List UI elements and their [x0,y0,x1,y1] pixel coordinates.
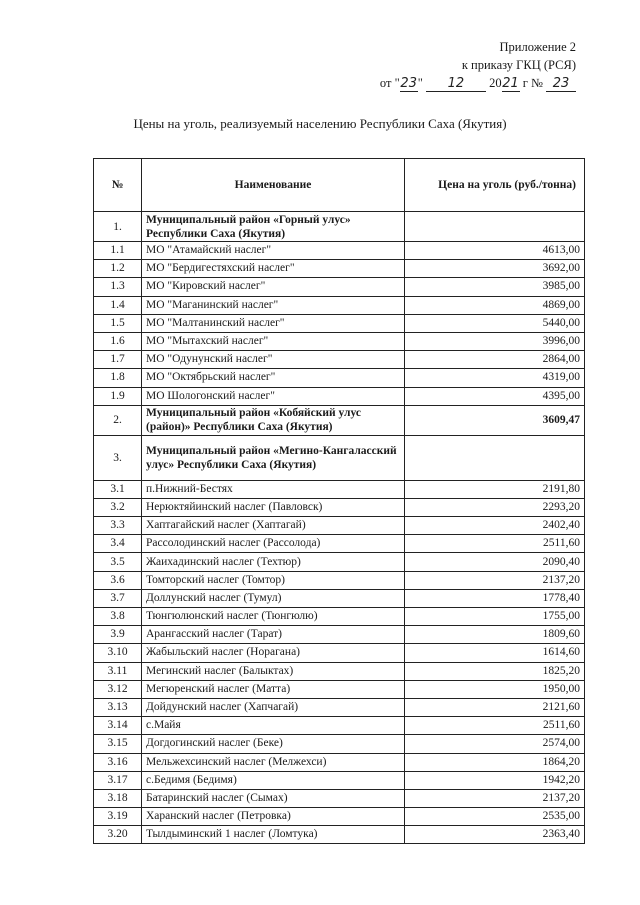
table-row [94,771,585,789]
row-number: 3.3 [94,517,142,535]
order-number: 23 [546,77,576,92]
row-price: 2363,40 [405,826,585,844]
row-price [405,212,585,242]
region-row [94,405,585,435]
table-row [94,278,585,296]
row-price: 2137,20 [405,789,585,807]
row-price: 1809,60 [405,626,585,644]
table-row [94,296,585,314]
row-number: 3.15 [94,735,142,753]
row-number: 3.6 [94,571,142,589]
table-row [94,535,585,553]
row-name: МО Шологонский наслег" [142,387,405,405]
row-price: 2864,00 [405,351,585,369]
table-row [94,369,585,387]
row-name: Тылдыминский 1 наслег (Ломтука) [142,826,405,844]
row-price: 2535,00 [405,808,585,826]
table-row [94,351,585,369]
table-row [94,332,585,350]
table-row [94,789,585,807]
row-price: 2402,40 [405,517,585,535]
table-row [94,589,585,607]
row-price: 1778,40 [405,589,585,607]
table-row [94,608,585,626]
row-name: Хаптагайский наслег (Хаптагай) [142,517,405,535]
coal-price-table [93,158,585,844]
table-row [94,571,585,589]
table-row [94,517,585,535]
row-number: 1.4 [94,296,142,314]
row-number: 3.17 [94,771,142,789]
document-title: Цены на уголь, реализуемый населению Республики Саха (Якутия) [133,116,507,131]
table-row [94,717,585,735]
table-row [94,260,585,278]
table-row [94,662,585,680]
row-price: 2293,20 [405,498,585,516]
year-unit: г № [522,76,543,90]
row-number: 3.8 [94,608,142,626]
row-price: 2511,60 [405,535,585,553]
table-body [94,212,585,844]
row-name: МО "Маганинский наслег" [142,296,405,314]
table-row [94,680,585,698]
row-number: 3.5 [94,553,142,571]
row-name: Тюнгюлюнский наслег (Тюнгюлю) [142,608,405,626]
table-row [94,826,585,844]
row-name: МО "Мытахский наслег" [142,332,405,350]
quote-close: " [417,76,423,90]
row-price: 2191,80 [405,480,585,498]
row-price: 2121,60 [405,698,585,716]
table-row [94,242,585,260]
column-header-name: Наименование [142,159,405,212]
row-name: Дойдунский наслег (Хапчагай) [142,698,405,716]
row-price: 2574,00 [405,735,585,753]
row-name: с.Майя [142,717,405,735]
row-price: 1942,20 [405,771,585,789]
year-prefix: 20 [489,76,502,90]
row-number: 1.1 [94,242,142,260]
row-name: Нерюктяйинский наслег (Павловск) [142,498,405,516]
row-price: 3692,00 [405,260,585,278]
table-row [94,644,585,662]
table-row [94,480,585,498]
row-name: Томторский наслег (Томтор) [142,571,405,589]
row-price: 1614,60 [405,644,585,662]
row-name: с.Бедимя (Бедимя) [142,771,405,789]
row-name: МО "Малтанинский наслег" [142,314,405,332]
row-number: 3.2 [94,498,142,516]
row-price: 2137,20 [405,571,585,589]
row-number: 1.7 [94,351,142,369]
row-price: 1825,20 [405,662,585,680]
row-name: Муниципальный район «Кобяйский улус (район)» Республики Саха (Якутия) [142,405,405,435]
row-name: Жабыльский наслег (Норагана) [142,644,405,662]
row-price: 2511,60 [405,717,585,735]
row-name: МО "Октябрьский наслег" [142,369,405,387]
row-number: 3.10 [94,644,142,662]
row-price: 4613,00 [405,242,585,260]
appendix-header [462,38,576,74]
row-name: Доллунский наслег (Тумул) [142,589,405,607]
column-header-price: Цена на уголь (руб./тонна) [405,159,585,212]
row-name: Арангасский наслег (Тарат) [142,626,405,644]
row-name: Батаринский наслег (Сымах) [142,789,405,807]
region-row [94,435,585,480]
row-number: 1.9 [94,387,142,405]
row-price [405,435,585,480]
table-row [94,808,585,826]
row-number: 1.5 [94,314,142,332]
table-row [94,626,585,644]
order-date-number [380,76,576,92]
row-name: МО "Бердигестяхский наслег" [142,260,405,278]
row-price: 3985,00 [405,278,585,296]
row-number: 3.13 [94,698,142,716]
row-name: Харанский наслег (Петровка) [142,808,405,826]
row-name: Муниципальный район «Горный улус» Республики Саха (Якутия) [142,212,405,242]
row-number: 1.8 [94,369,142,387]
order-month: 12 [426,77,486,92]
row-name: Догдогинский наслег (Беке) [142,735,405,753]
row-number: 3.16 [94,753,142,771]
row-name: Жаихадинский наслег (Техтюр) [142,553,405,571]
row-price: 2090,40 [405,553,585,571]
table-row [94,314,585,332]
region-row [94,212,585,242]
row-price: 1864,20 [405,753,585,771]
row-number: 2. [94,405,142,435]
row-number: 3. [94,435,142,480]
row-name: МО "Одунунский наслег" [142,351,405,369]
order-year: 21 [502,76,519,91]
row-name: МО "Кировский наслег" [142,278,405,296]
row-number: 3.20 [94,826,142,844]
column-header-number: № [94,159,142,212]
table-row [94,553,585,571]
row-number: 1.3 [94,278,142,296]
appendix-label: Приложение 2 [499,40,576,54]
row-number: 1. [94,212,142,242]
table-row [94,498,585,516]
row-number: 3.9 [94,626,142,644]
table-header-row [94,159,585,212]
row-name: Мельжехсинский наслег (Мелжехси) [142,753,405,771]
date-prefix: от " [379,76,400,90]
row-price: 4395,00 [405,387,585,405]
row-number: 1.2 [94,260,142,278]
table-row [94,698,585,716]
row-price: 4869,00 [405,296,585,314]
table-row [94,753,585,771]
row-number: 1.6 [94,332,142,350]
row-price: 1755,00 [405,608,585,626]
row-number: 3.14 [94,717,142,735]
row-price: 3609,47 [405,405,585,435]
row-number: 3.18 [94,789,142,807]
row-name: п.Нижний-Бестях [142,480,405,498]
row-number: 3.19 [94,808,142,826]
row-price: 3996,00 [405,332,585,350]
row-price: 1950,00 [405,680,585,698]
order-day: 23 [400,76,417,91]
row-name: Мегюренский наслег (Матта) [142,680,405,698]
order-reference: к приказу ГКЦ (РСЯ) [461,58,576,72]
table-row [94,387,585,405]
row-number: 3.11 [94,662,142,680]
row-number: 3.12 [94,680,142,698]
row-name: Муниципальный район «Мегино-Кангаласский улус» Республики Саха (Якутия) [142,435,405,480]
row-number: 3.1 [94,480,142,498]
row-price: 4319,00 [405,369,585,387]
row-number: 3.7 [94,589,142,607]
row-number: 3.4 [94,535,142,553]
table-row [94,735,585,753]
row-name: МО "Атамайский наслег" [142,242,405,260]
row-name: Рассолодинский наслег (Рассолода) [142,535,405,553]
row-price: 5440,00 [405,314,585,332]
row-name: Мегинский наслег (Балыктах) [142,662,405,680]
